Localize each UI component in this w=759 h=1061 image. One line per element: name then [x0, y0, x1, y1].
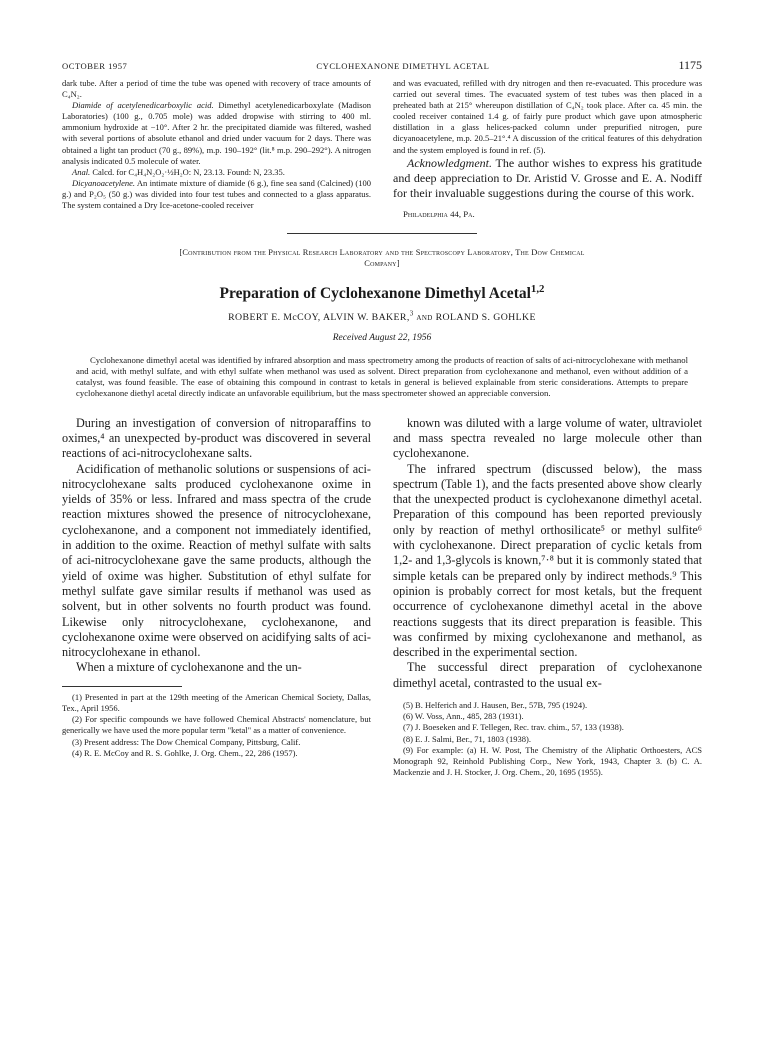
footnote: (4) R. E. McCoy and R. S. Gohlke, J. Org. Chem., 22, 286 (1957).: [72, 747, 298, 758]
body-left-column: [62, 416, 371, 779]
footnote: (2) For specific compounds we have followed Chemical Abstracts' nomenclature, but generically we have used the more popular term "ketal" as a matter of convenience.: [62, 714, 371, 736]
footnote: (3) Present address: The Dow Chemical Company, Pittsburg, Calif.: [72, 736, 301, 747]
previous-article-columns: [62, 78, 702, 219]
body-paragraph: The infrared spectrum (discussed below), the mass spectrum (Table 1), and the facts presented above show clearly that the unexpected product is cyclohexanone dimethyl acetal. Preparation of this compound has been reported previously only by reaction of methyl orthosilicate⁵ or methyl sulfite⁶ with cyclohexanone. Direct preparation of cyclic ketals from 1,2- and 1,3-glycols is known,⁷·⁸ but it is commonly stated that simple ketals can be prepared only by indirect methods.⁹ This opinion is probably correct for most ketals, but the frequent occurrence of cyclohexanone dimethyl acetal in the above reactions suggests that its direct preparation is feasible. This was confirmed by mixing cyclohexanone and methanol, as described in the experimental section.: [393, 461, 702, 660]
received-date: Received August 22, 1956: [332, 332, 432, 343]
footnote: (1) Presented in part at the 129th meeting of the American Chemical Society, Dallas, Tex., April 1956.: [62, 691, 371, 713]
footnote-rule: [62, 686, 182, 687]
experimental-paragraph: dark tube. After a period of time the tube was opened with recovery of trace amounts of C₄N₂.: [62, 78, 371, 100]
footnote: (9) For example: (a) H. W. Post, The Chemistry of the Aliphatic Orthoesters, ACS Monograph 92, Reinhold Publishing Corp., New York, 1943, Chapter 3. (b) C. A. Mackenzie and J. H. Stocker, J. Org. Chem., 20, 1695 (1955).: [393, 744, 702, 778]
experimental-paragraph: Diamide of acetylenedicarboxylic acid. Dimethyl acetylenedicarboxylate (Madison Laboratories) (100 g., 0.705 mole) was added dropwise with stirring to 400 ml. ammonium hydroxide at −10°. After 2 hr. the precipitated diamide was filtered, washed with several portions of absolute ethanol and dried under vacuum for 2 days. There was obtained a light tan product (70 g., 89%), m.p. 190–192° (lit.⁸ m.p. 290–292°). A nitrogen analysis indicated 0.5 molecule of water.: [62, 100, 371, 166]
body-paragraph: The successful direct preparation of cyclohexanone dimethyl acetal, contrasted to the usual ex-: [393, 660, 702, 690]
article-title: Preparation of Cyclohexanone Dimethyl Acetal$^{1,2}$: [219, 282, 545, 302]
body-paragraph: During an investigation of conversion of nitroparaffins to oximes,⁴ an unexpected by-product was discovered in several reactions of aci-nitrocyclohexane salts.: [62, 415, 371, 461]
running-head: [62, 58, 702, 78]
article-separator: [287, 233, 477, 234]
abstract: Cyclohexanone dimethyl acetal was identified by infrared absorption and mass spectrometry among the products of reaction of salts of aci-nitrocyclohexane with methanol and acid, with methyl sulfate, and with ethyl sulfate when methanol was used as solvent. Direct preparation from cyclohexanone and methanol, even without addition of a catalyst, was found feasible. The ease of obtaining this compound in contrast to ketals in general is believed explainable from steric considerations. Attempts to prepare cyclohexanone diethyl acetal directly indicate an unfavorable equilibrium, but the mass spectrometer showed an appreciable conversion.: [76, 354, 688, 399]
article-body: [62, 416, 702, 779]
journal-page: [62, 58, 702, 778]
footnotes-left: [62, 692, 371, 759]
body-paragraph: When a mixture of cyclohexanone and the un-: [76, 660, 302, 675]
body-paragraph: Acidification of methanolic solutions or suspensions of aci-nitrocyclohexane salts produced cyclohexanone oxime in yields of 35% or less. Infrared and mass spectra of the crude reaction mixtures showed the presence of nitrocyclohexane, cyclohexanone, and a component not immediately identified, in addition to the oxime. Reaction of methyl sulfate with salts of aci-nitrocyclohexane gave the same products, although the yield of oxime was higher. Substitution of ethyl sulfate for methyl sulfate gave similar results if methanol was used as solvent, but in other solvents no fourth product was found. Likewise only nitrocyclohexane, cyclohexanone, and cyclohexanone oxime were observed on acidifying salts of aci-nitrocyclohexane in ethanol.: [62, 461, 371, 660]
previous-article-right-column: [393, 78, 702, 219]
running-head-date: OCTOBER 1957: [62, 61, 128, 71]
previous-article-left-column: [62, 78, 371, 219]
footnote: (5) B. Helferich and J. Hausen, Ber., 57B, 795 (1924).: [403, 700, 588, 711]
body-paragraph: known was diluted with a large volume of water, ultraviolet and mass spectra revealed no large molecule other than cyclohexanone.: [393, 415, 702, 461]
footnote: (8) E. J. Salmi, Ber., 71, 1803 (1938).: [403, 733, 531, 744]
experimental-paragraph: Dicyanoacetylene. An intimate mixture of diamide (6 g.), fine sea sand (Calcined) (100 g.) and P₂O₅ (50 g.) was divided into four test tubes and connected to a glass apparatus. The system contained a Dry Ice-acetone-cooled receiver: [62, 177, 371, 211]
contribution-line: [Contribution from the Physical Research Laboratory and the Spectroscopy Laboratory, The Dow Chemical Company]: [179, 247, 585, 269]
page-number: 1175: [678, 58, 702, 72]
author-location: Philadelphia 44, Pa.: [403, 208, 475, 219]
footnotes-right: [393, 700, 702, 778]
footnote: (6) W. Voss, Ann., 485, 283 (1931).: [403, 711, 524, 722]
article-authors: ROBERT E. McCOY, ALVIN W. BAKER,$^3$ and ROLAND S. GOHLKE: [228, 310, 536, 323]
body-right-column: [393, 416, 702, 779]
footnote: (7) J. Boeseken and F. Tellegen, Rec. trav. chim., 57, 133 (1938).: [403, 722, 624, 733]
experimental-paragraph: and was evacuated, refilled with dry nitrogen and then re-evacuated. This procedure was carried out several times. The evacuated system of test tubes was then placed in a preheated bath at 215° whereupon distillation of C₄N₂ took place. After ca. 45 min. the cooled receiver contained 1.4 g. of fairly pure product which gave upon atmospheric distillation in a glass helices-packed column under prepurified nitrogen, pure dicyanoacetylene, m.p. 20.5–21°.⁴ A discussion of the critical features of this dehydration and the system employed is found in ref. (5).: [393, 78, 702, 155]
running-head-title: CYCLOHEXANONE DIMETHYL ACETAL: [316, 61, 490, 71]
analysis-paragraph: Anal. Calcd. for C₄H₄N₂O₂·½H₂O: N, 23.13. Found: N, 23.35.: [72, 166, 285, 177]
acknowledgment-paragraph: Acknowledgment. The author wishes to express his gratitude and deep appreciation to Dr. Aristid V. Grosse and E. A. Nodiff for their invaluable suggestions during the course of this work.: [393, 155, 702, 201]
